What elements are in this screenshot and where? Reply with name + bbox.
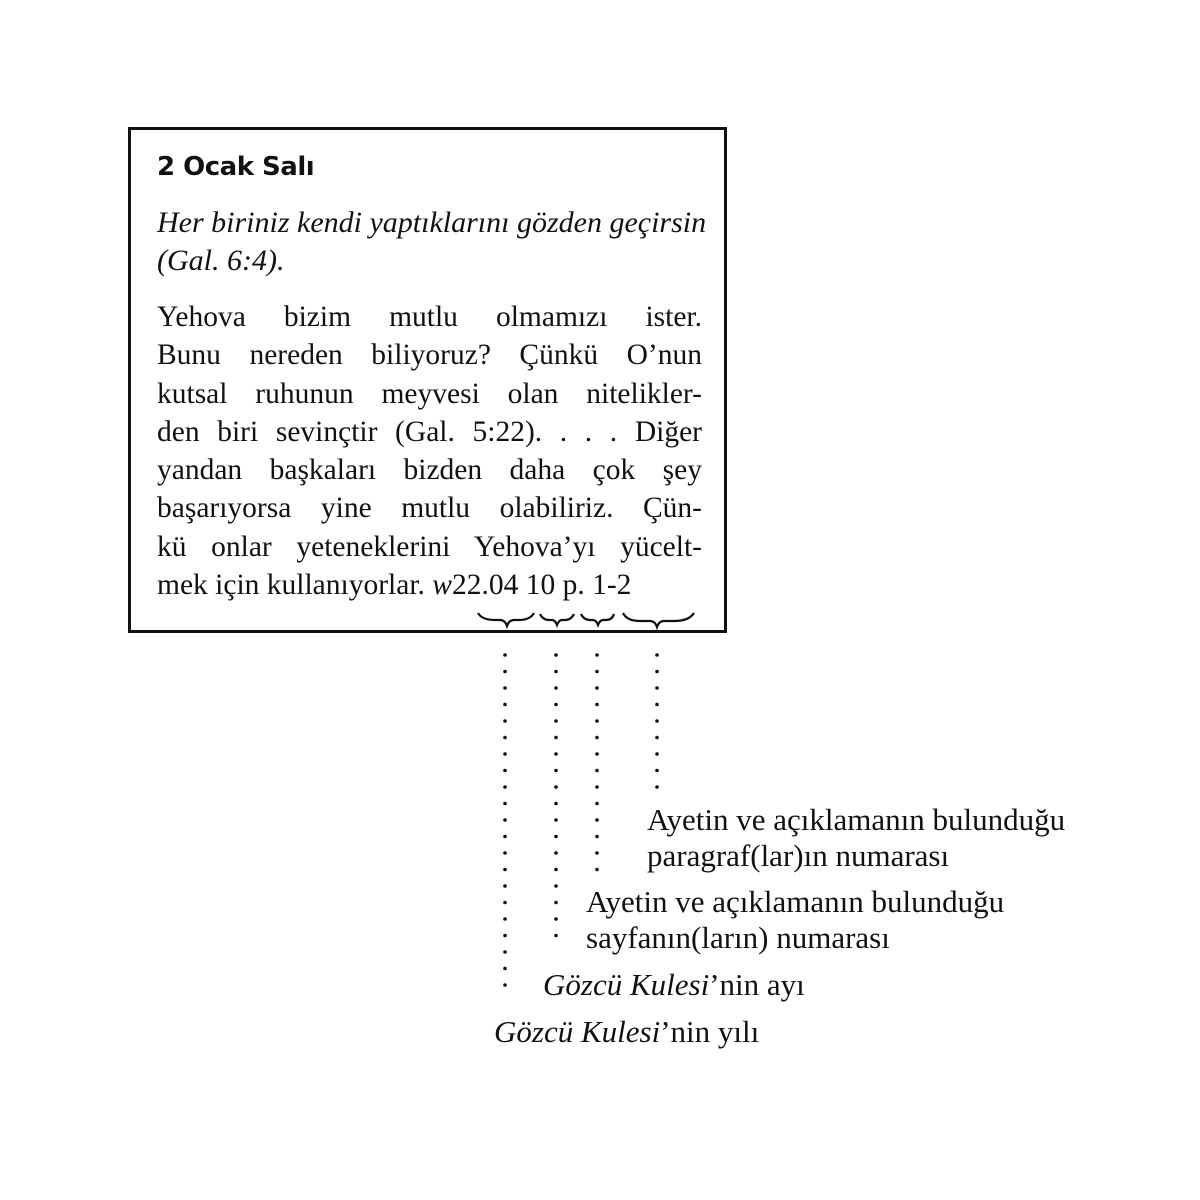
leader-dot-year bbox=[503, 917, 507, 921]
annotation-month bbox=[543, 967, 805, 1003]
leader-dot-year bbox=[503, 769, 507, 773]
leader-dot-page bbox=[595, 686, 599, 690]
leader-dot-year bbox=[503, 785, 507, 789]
leader-dot-month bbox=[554, 703, 558, 707]
annotation-page-line1: Ayetin ve açıklamanın bulunduğu bbox=[586, 884, 1005, 919]
leader-dot-month bbox=[554, 769, 558, 773]
leader-dot-year bbox=[503, 901, 507, 905]
leader-dot-month bbox=[554, 653, 558, 657]
annotation-paragraph bbox=[647, 802, 1065, 874]
leader-dot-page bbox=[595, 752, 599, 756]
leader-dot-year bbox=[503, 719, 507, 723]
leader-dot-paragraph bbox=[655, 785, 659, 789]
leader-dot-month bbox=[554, 868, 558, 872]
leader-dot-year bbox=[503, 736, 507, 740]
leader-dot-month bbox=[554, 785, 558, 789]
annotation-year-rest: ’nin yılı bbox=[660, 1014, 760, 1049]
brace-month bbox=[540, 614, 574, 625]
leader-dot-paragraph bbox=[655, 670, 659, 674]
leader-dot-month bbox=[554, 736, 558, 740]
leader-dot-month bbox=[554, 851, 558, 855]
annotation-paragraph-line2: paragraf(lar)ın numarası bbox=[647, 838, 950, 873]
leader-dot-year bbox=[503, 967, 507, 971]
leader-dot-year bbox=[503, 868, 507, 872]
leader-dot-paragraph bbox=[655, 752, 659, 756]
leader-dot-paragraph bbox=[655, 653, 659, 657]
date-title: 2 Ocak Salı bbox=[157, 152, 315, 182]
body-line-text: mek için kullanıyorlar. bbox=[157, 569, 425, 602]
leader-dot-page bbox=[595, 802, 599, 806]
leader-dot-month bbox=[554, 835, 558, 839]
leader-dot-month bbox=[554, 686, 558, 690]
annotation-page bbox=[586, 884, 1004, 956]
annotation-year-italic: Gözcü Kulesi bbox=[494, 1014, 661, 1049]
leader-dot-paragraph bbox=[655, 736, 659, 740]
leader-dot-page bbox=[595, 670, 599, 674]
leader-dot-page bbox=[595, 835, 599, 839]
leader-dot-page bbox=[595, 785, 599, 789]
leader-dot-year bbox=[503, 950, 507, 954]
leader-dot-page bbox=[595, 818, 599, 822]
body-line: kutsal ruhunun meyvesi olan nitelikler- bbox=[157, 377, 702, 410]
leader-dot-paragraph bbox=[655, 719, 659, 723]
leader-dot-page bbox=[595, 868, 599, 872]
citation-paragraph: p. 1-2 bbox=[562, 569, 632, 602]
leader-dot-paragraph bbox=[655, 703, 659, 707]
brace-year bbox=[478, 613, 534, 626]
leader-dot-year bbox=[503, 653, 507, 657]
body-line: den biri sevinçtir (Gal. 5:22). . . . Diğer bbox=[157, 415, 702, 448]
body-line: yandan başkaları bizden daha çok şey bbox=[157, 454, 702, 487]
leader-dot-page bbox=[595, 703, 599, 707]
leader-dot-year bbox=[503, 818, 507, 822]
citation-publication: w bbox=[432, 569, 452, 602]
leader-dot-year bbox=[503, 703, 507, 707]
leader-dot-year bbox=[503, 835, 507, 839]
leader-dot-month bbox=[554, 818, 558, 822]
leader-dot-year bbox=[503, 802, 507, 806]
leader-dot-month bbox=[554, 884, 558, 888]
leader-dot-page bbox=[595, 653, 599, 657]
leader-dot-page bbox=[595, 851, 599, 855]
leader-dot-year bbox=[503, 983, 507, 987]
leader-dot-page bbox=[595, 769, 599, 773]
annotation-month-rest: ’nin ayı bbox=[709, 967, 805, 1002]
leader-dot-month bbox=[554, 719, 558, 723]
annotation-year bbox=[494, 1014, 759, 1050]
leader-dot-month bbox=[554, 802, 558, 806]
leader-dot-paragraph bbox=[655, 686, 659, 690]
brace-paragraph bbox=[623, 613, 694, 627]
brace-page bbox=[581, 614, 614, 625]
leader-dot-year bbox=[503, 752, 507, 756]
annotation-month-italic: Gözcü Kulesi bbox=[543, 967, 710, 1002]
leader-dot-paragraph bbox=[655, 769, 659, 773]
body-line: Bunu nereden biliyoruz? Çünkü O’nun bbox=[157, 339, 702, 372]
annotation-page-line2: sayfanın(ların) numarası bbox=[586, 920, 890, 955]
body-line: başarıyorsa yine mutlu olabiliriz. Çün- bbox=[157, 492, 702, 525]
annotation-paragraph-line1: Ayetin ve açıklamanın bulunduğu bbox=[647, 802, 1066, 837]
leader-dot-month bbox=[554, 934, 558, 938]
leader-dot-year bbox=[503, 670, 507, 674]
verse-text: Her biriniz kendi yaptıklarını gözden geçirsin bbox=[157, 206, 707, 239]
leader-dot-year bbox=[503, 686, 507, 690]
leader-dot-month bbox=[554, 901, 558, 905]
leader-dot-year bbox=[503, 934, 507, 938]
leader-dot-page bbox=[595, 719, 599, 723]
verse-reference: (Gal. 6:4). bbox=[157, 244, 285, 277]
leader-dot-year bbox=[503, 884, 507, 888]
leader-dot-year bbox=[503, 851, 507, 855]
citation-separator: . bbox=[481, 569, 489, 602]
leader-dot-month bbox=[554, 917, 558, 921]
citation-year: 22 bbox=[451, 569, 482, 602]
citation-page: 10 bbox=[525, 569, 556, 602]
leader-dot-month bbox=[554, 752, 558, 756]
body-line: Yehova bizim mutlu olmamızı ister. bbox=[157, 301, 702, 333]
citation-month: 04 bbox=[488, 569, 519, 602]
leader-dot-page bbox=[595, 736, 599, 740]
leader-dot-month bbox=[554, 670, 558, 674]
body-line: kü onlar yeteneklerini Yehova’yı yücelt- bbox=[157, 530, 702, 563]
